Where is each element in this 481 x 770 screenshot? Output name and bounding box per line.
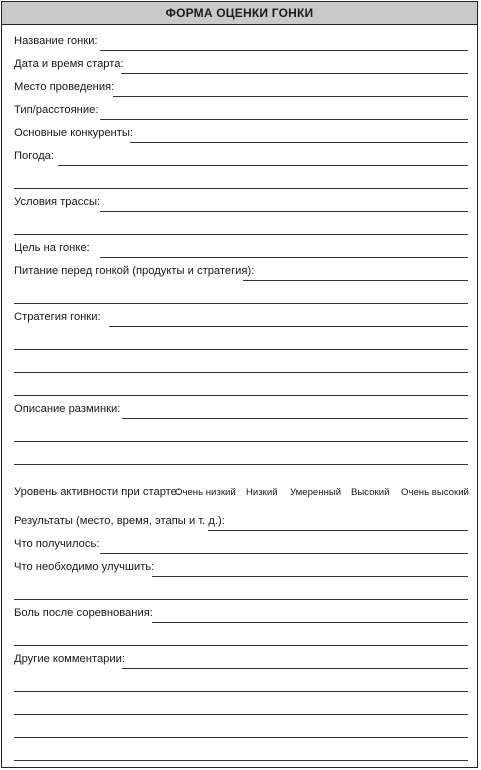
results-field[interactable] bbox=[14, 514, 468, 532]
what-to-improve-line[interactable] bbox=[152, 576, 468, 577]
blank-line[interactable] bbox=[14, 188, 468, 189]
results-label: Результаты (место, время, этапы и т. д.): bbox=[14, 515, 231, 528]
pre-race-nutrition-label: Питание перед гонкой (продукты и стратегия): bbox=[14, 265, 260, 278]
track-conditions-extra-line[interactable] bbox=[14, 218, 468, 236]
activity-option-low[interactable]: Низкий bbox=[246, 487, 278, 498]
start-datetime-line[interactable] bbox=[121, 73, 468, 74]
warmup-description-line[interactable] bbox=[122, 418, 468, 419]
blank-line[interactable] bbox=[14, 645, 468, 646]
warmup-extra-line-2[interactable] bbox=[14, 448, 468, 466]
start-activity-level-field bbox=[14, 484, 468, 502]
main-competitors-line[interactable] bbox=[130, 142, 468, 143]
what-to-improve-extra-line[interactable] bbox=[14, 583, 468, 601]
race-goal-line[interactable] bbox=[100, 257, 468, 258]
what-worked-field[interactable] bbox=[14, 537, 468, 555]
blank-line[interactable] bbox=[14, 303, 468, 304]
race-evaluation-form bbox=[1, 1, 478, 768]
type-distance-line[interactable] bbox=[100, 119, 468, 120]
blank-line[interactable] bbox=[14, 760, 468, 761]
blank-line[interactable] bbox=[14, 691, 468, 692]
activity-option-high[interactable]: Высокий bbox=[351, 487, 390, 498]
blank-line[interactable] bbox=[14, 441, 468, 442]
race-strategy-extra-line-2[interactable] bbox=[14, 356, 468, 374]
other-comments-field[interactable] bbox=[14, 652, 468, 670]
blank-line[interactable] bbox=[14, 372, 468, 373]
track-conditions-field[interactable] bbox=[14, 195, 468, 213]
weather-extra-line[interactable] bbox=[14, 172, 468, 190]
pre-race-nutrition-field[interactable] bbox=[14, 264, 468, 282]
venue-label: Место проведения: bbox=[14, 81, 120, 94]
race-name-line[interactable] bbox=[100, 50, 468, 51]
weather-line[interactable] bbox=[58, 165, 468, 166]
what-worked-label: Что получилось: bbox=[14, 538, 105, 551]
blank-line[interactable] bbox=[14, 714, 468, 715]
other-comments-line[interactable] bbox=[122, 668, 468, 669]
race-strategy-label: Стратегия гонки: bbox=[14, 311, 107, 324]
warmup-extra-line-1[interactable] bbox=[14, 425, 468, 443]
type-distance-label: Тип/расстояние: bbox=[14, 104, 104, 117]
post-race-pain-extra-line[interactable] bbox=[14, 629, 468, 647]
track-conditions-line[interactable] bbox=[100, 211, 468, 212]
activity-option-moderate[interactable]: Умеренный bbox=[290, 487, 342, 498]
race-goal-label: Цель на гонке: bbox=[14, 242, 96, 255]
main-competitors-field[interactable] bbox=[14, 126, 468, 144]
activity-option-very-low[interactable]: Очень низкий bbox=[175, 487, 236, 498]
results-line[interactable] bbox=[208, 530, 468, 531]
weather-label: Погода: bbox=[14, 150, 60, 163]
start-activity-level-label: Уровень активности при старте: bbox=[14, 486, 180, 498]
post-race-pain-line[interactable] bbox=[152, 622, 468, 623]
blank-line[interactable] bbox=[14, 737, 468, 738]
what-to-improve-field[interactable] bbox=[14, 560, 468, 578]
activity-option-very-high[interactable]: Очень высокий bbox=[401, 487, 469, 498]
track-conditions-label: Условия трассы: bbox=[14, 196, 106, 209]
other-comments-extra-line-4[interactable] bbox=[14, 744, 468, 762]
type-distance-field[interactable] bbox=[14, 103, 468, 121]
main-competitors-label: Основные конкуренты: bbox=[14, 127, 139, 140]
start-datetime-label: Дата и время старта: bbox=[14, 58, 130, 71]
race-name-label: Название гонки: bbox=[14, 35, 104, 48]
other-comments-extra-line-3[interactable] bbox=[14, 721, 468, 739]
post-race-pain-label: Боль после соревнования: bbox=[14, 607, 159, 620]
what-to-improve-label: Что необходимо улучшить: bbox=[14, 561, 160, 574]
other-comments-extra-line-2[interactable] bbox=[14, 698, 468, 716]
race-goal-field[interactable] bbox=[14, 241, 468, 259]
race-strategy-extra-line-3[interactable] bbox=[14, 379, 468, 397]
blank-line[interactable] bbox=[14, 395, 468, 396]
blank-line[interactable] bbox=[14, 599, 468, 600]
warmup-description-label: Описание разминки: bbox=[14, 403, 126, 416]
race-strategy-line[interactable] bbox=[109, 326, 468, 327]
race-strategy-extra-line-1[interactable] bbox=[14, 333, 468, 351]
blank-line[interactable] bbox=[14, 234, 468, 235]
race-name-field[interactable] bbox=[14, 34, 468, 52]
other-comments-label: Другие комментарии: bbox=[14, 653, 131, 666]
start-datetime-field[interactable] bbox=[14, 57, 468, 75]
warmup-description-field[interactable] bbox=[14, 402, 468, 420]
post-race-pain-field[interactable] bbox=[14, 606, 468, 624]
pre-race-nutrition-line[interactable] bbox=[243, 280, 468, 281]
weather-field[interactable] bbox=[14, 149, 468, 167]
venue-line[interactable] bbox=[113, 96, 468, 97]
race-strategy-field[interactable] bbox=[14, 310, 468, 328]
blank-line[interactable] bbox=[14, 349, 468, 350]
venue-field[interactable] bbox=[14, 80, 468, 98]
pre-race-nutrition-extra-line[interactable] bbox=[14, 287, 468, 305]
what-worked-line[interactable] bbox=[100, 553, 468, 554]
blank-line[interactable] bbox=[14, 464, 468, 465]
other-comments-extra-line-1[interactable] bbox=[14, 675, 468, 693]
form-title: ФОРМА ОЦЕНКИ ГОНКИ bbox=[2, 2, 477, 25]
